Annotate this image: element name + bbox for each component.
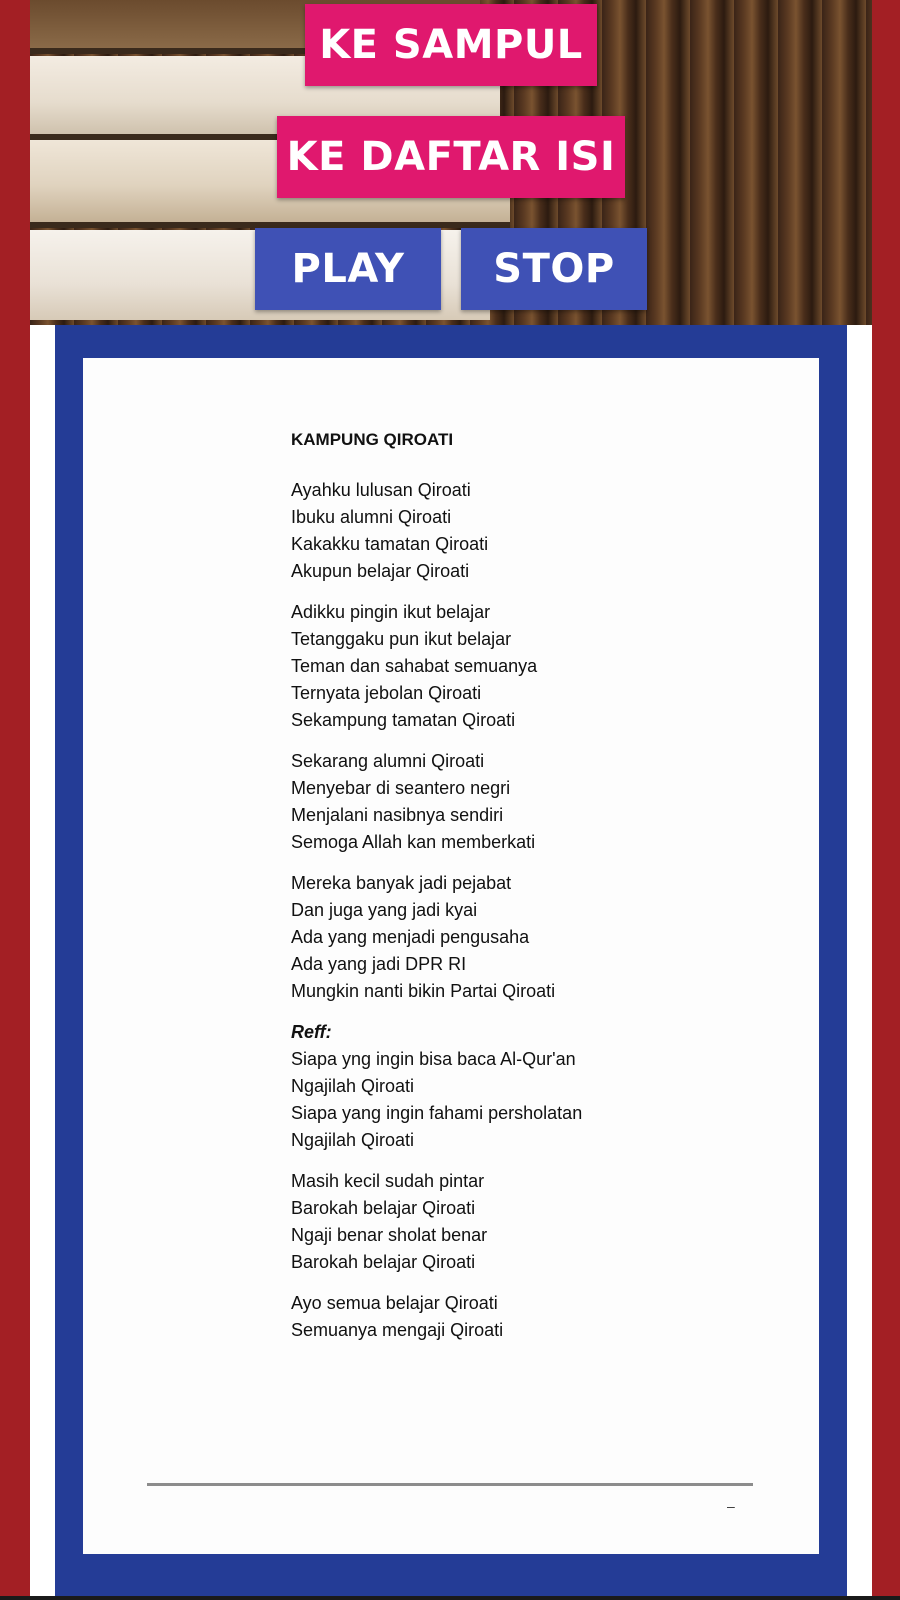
lyric-line: Ibuku alumni Qiroati bbox=[291, 507, 452, 527]
to-table-of-contents-button[interactable]: KE DAFTAR ISI bbox=[277, 116, 625, 198]
stanza bbox=[291, 870, 791, 1005]
stanza-list bbox=[291, 477, 791, 1344]
lyric-line: Ayahku lulusan Qiroati bbox=[291, 480, 471, 500]
lyric-line: Ada yang jadi DPR RI bbox=[291, 954, 467, 974]
bottom-edge bbox=[0, 1596, 900, 1600]
lyric-line: Teman dan sahabat semuanya bbox=[291, 656, 538, 676]
lyric-line: Sekarang alumni Qiroati bbox=[291, 751, 485, 771]
song-title: KAMPUNG QIROATI bbox=[291, 430, 454, 449]
lyric-line: Kakakku tamatan Qiroati bbox=[291, 534, 489, 554]
document-page bbox=[83, 358, 819, 1554]
lyric-line: Siapa yang ingin fahami persholatan bbox=[291, 1103, 583, 1123]
stanza bbox=[291, 1019, 791, 1154]
to-cover-button[interactable]: KE SAMPUL bbox=[305, 4, 597, 86]
left-frame-border bbox=[0, 0, 30, 1600]
lyric-line: Semuanya mengaji Qiroati bbox=[291, 1320, 504, 1340]
lyric-line: Adikku pingin ikut belajar bbox=[291, 602, 491, 622]
lyric-line: Ada yang menjadi pengusaha bbox=[291, 927, 530, 947]
lyric-line: Masih kecil sudah pintar bbox=[291, 1171, 485, 1191]
stanza bbox=[291, 748, 791, 856]
lyric-line: Ngaji benar sholat benar bbox=[291, 1225, 488, 1245]
lyric-line: Siapa yng ingin bisa baca Al-Qur'an bbox=[291, 1049, 576, 1069]
lyric-line: Akupun belajar Qiroati bbox=[291, 561, 470, 581]
lyric-line: Dan juga yang jadi kyai bbox=[291, 900, 478, 920]
lyric-line: Ngajilah Qiroati bbox=[291, 1130, 415, 1150]
lyric-line: Ayo semua belajar Qiroati bbox=[291, 1293, 498, 1313]
play-button[interactable]: PLAY bbox=[255, 228, 441, 310]
lyric-line: Menjalani nasibnya sendiri bbox=[291, 805, 504, 825]
lyric-line: Semoga Allah kan memberkati bbox=[291, 832, 536, 852]
right-frame-border bbox=[872, 0, 900, 1600]
lyrics-text bbox=[291, 426, 791, 1358]
lyric-line: Mungkin nanti bikin Partai Qiroati bbox=[291, 981, 556, 1001]
document-viewer[interactable] bbox=[55, 325, 847, 1600]
page-mark: – bbox=[727, 1498, 735, 1514]
lyric-line: Ngajilah Qiroati bbox=[291, 1076, 415, 1096]
lyric-line: Barokah belajar Qiroati bbox=[291, 1198, 476, 1218]
lyric-line: Mereka banyak jadi pejabat bbox=[291, 873, 512, 893]
lyric-line: Ternyata jebolan Qiroati bbox=[291, 683, 482, 703]
lyric-line: Sekampung tamatan Qiroati bbox=[291, 710, 516, 730]
lyric-line: Barokah belajar Qiroati bbox=[291, 1252, 476, 1272]
lyric-line: Tetanggaku pun ikut belajar bbox=[291, 629, 512, 649]
stop-button[interactable]: STOP bbox=[461, 228, 647, 310]
stanza bbox=[291, 477, 791, 585]
stanza bbox=[291, 1290, 791, 1344]
stanza bbox=[291, 1168, 791, 1276]
lyric-line: Menyebar di seantero negri bbox=[291, 778, 511, 798]
stanza bbox=[291, 599, 791, 734]
footer-divider bbox=[147, 1483, 753, 1486]
refrain-label: Reff: bbox=[291, 1022, 332, 1042]
